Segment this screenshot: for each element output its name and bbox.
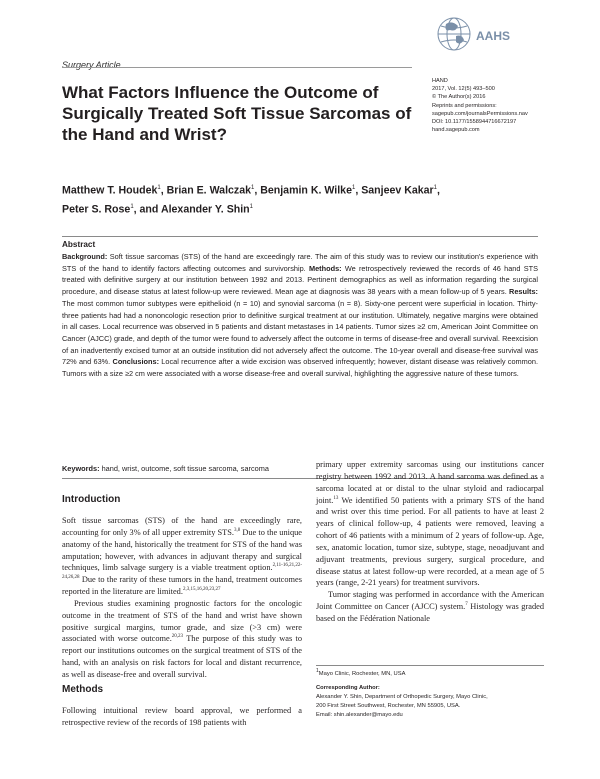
abstract-divider	[62, 236, 538, 237]
author-name: Brian E. Walczak	[166, 184, 251, 197]
right-column-body	[316, 459, 544, 625]
journal-volume: 2017, Vol. 12(5) 493–500	[432, 86, 495, 93]
author-name: Alexander Y. Shin	[160, 203, 250, 216]
author-name: Sanjeev Kakar	[361, 184, 434, 197]
citation[interactable]: 20,23	[171, 634, 184, 640]
abstract-background-text: Soft tissue sarcomas (STS) of the hand are exceedingly rare. The aim of this study was to review our institution's experience with STS of the hand to identify factors affecting outcomes and survivorship.	[62, 252, 538, 273]
footnote-divider	[316, 665, 544, 666]
affiliation-marker: 1	[351, 185, 356, 191]
paragraph: primary upper extremity sarcomas using our institutions cancer registry between 1992 and 2013. A hand sarcoma was defined as a sarcoma located at or distal to the ulnar styloid and radiocarpal joint.$^{13}$ We identified 50 patients with a primary STS of the hand and wrist over this time period. For all patients to have at least 2 years of clinical follow-up, 4 patients were removed, leaving a cohort of 46 patients with a minimum of 2 years of follow-up. Age, sex, anatomic location, tumor size, subtype, stage, neoadjuvant and adjuvant treatments, previous surgery, surgical procedure, and disease status at latest follow-up were recorded, at a mean age of 5 years (range, 2-21 years) for treatment survivors.	[316, 460, 544, 588]
author-name: Matthew T. Houdek	[62, 184, 158, 197]
abstract-conclusions-label: Conclusions:	[112, 357, 160, 367]
abstract-conclusions-text: Local recurrence after a wide excision was observed infrequently; however, distant disease was relatively common. Tumors with a size ≥2 cm were associated with a worse disease-free and overall survival, highlighting the aggressive nature of these tumors.	[62, 357, 538, 379]
author-name: Peter S. Rose	[62, 203, 131, 216]
citation[interactable]: 13	[333, 495, 339, 501]
journal-name: HAND	[432, 78, 448, 84]
paragraph: Tumor staging was performed in accordance with the American Joint Committee on Cancer (AJCC) system.$^7$ Histology was graded based on the Fédération Nationale	[316, 590, 544, 623]
journal-permissions-link[interactable]: sagepub.com/journalsPermissions.nav	[432, 110, 528, 117]
keywords-label: Keywords:	[62, 464, 100, 473]
author-name: Benjamin K. Wilke	[260, 184, 352, 197]
corresponding-author-label: Corresponding Author:	[316, 685, 380, 691]
introduction-heading: Introduction	[62, 494, 121, 505]
article-type: Surgery Article	[62, 60, 121, 70]
journal-reprints: Reprints and permissions:	[432, 102, 497, 109]
journal-meta	[432, 77, 562, 134]
abstract-heading: Abstract	[62, 240, 96, 249]
introduction-body	[62, 515, 302, 681]
affiliation: $^1$Mayo Clinic, Rochester, MN, USA	[316, 668, 406, 677]
header-divider	[62, 67, 412, 68]
affiliation-marker: 1	[249, 203, 253, 210]
journal-copyright: © The Author(s) 2016	[432, 94, 486, 101]
affiliation-marker: 1	[130, 203, 134, 210]
abstract-results-text: The most common tumor subtypes were epithelioid (n = 10) and synovial sarcoma (n = 8). Sixty-one percent were superficial in location. Thirty-three patients had had a nononcologic resection prior to definitive surgical treatment at our institution. Ultimately, negative margins were obtained in all cases. Local recurrence was observed in 5 patients and distant metastases in 14 patients. Tumor sizes ≥2 cm, American Joint Committee on Cancer (AJCC) grade, and depth of the tumor were found to adversely affect the outcome in terms of disease-free and overall survival. Reexcision of an inadvertently excised tumor at an outside institution did not adversely affect the outcome. The 10-year overall and disease-free survival was 72% and 63%.	[62, 298, 538, 367]
logo-text: AAHS	[476, 29, 511, 43]
abstract-methods-text: We retrospectively reviewed the records of 46 hand STS treated with definitive surgery at our institution between 1992 and 2013. Pertinent demographics as well as information regarding the surgical procedure, and disease status at latest follow-up were reviewed. Mean age at diagnosis was 38 years with a mean follow-up of 5 years.	[62, 263, 538, 297]
citation[interactable]: 3,8	[233, 528, 241, 534]
keywords-text: hand, wrist, outcome, soft tissue sarcoma, sarcoma	[99, 464, 269, 473]
affiliation-marker: 1	[157, 185, 161, 191]
paragraph: Soft tissue sarcomas (STS) of the hand are exceedingly rare, accounting for only 3% of all upper extremity STS.$^{3,8}$ Due to the unique anatomy of the hand, historically the treatment for STS of the hand was amputation; however, with advances in adjuvant therapy and surgical techniques, limb salvage surgery is a viable treatment option.$^{2,11-16,21,22-24,26,28}$ Due to the rarity of these tumors in the hand, treatment outcomes reported in the literature are limited.$^{2,3,15,16,20,23,27}$	[62, 516, 303, 597]
article-title: What Factors Influence the Outcome of Surgically Treated Soft Tissue Sarcomas of the Hand and Wrist?	[62, 83, 412, 144]
abstract-results-label: Results:	[509, 287, 539, 297]
author-list: Matthew T. Houdek$^1$, Brian E. Walczak$^1$, Benjamin K. Wilke$^1$, Sanjeev Kakar$^1$, Peter S. Rose$^1$, and Alexander Y. Shin$^1$	[62, 184, 440, 216]
citation[interactable]: 7	[465, 602, 468, 608]
corresponding-author-line: Alexander Y. Shin, Department of Orthopedic Surgery, Mayo Clinic,	[316, 694, 488, 700]
affiliation-marker: 1	[250, 185, 255, 191]
journal-site-link[interactable]: hand.sagepub.com	[432, 127, 480, 134]
abstract-methods-label: Methods:	[308, 263, 342, 273]
methods-heading: Methods	[62, 684, 104, 695]
paragraph: Following intuitional review board approval, we performed a retrospective review of the records of 198 patients with	[62, 706, 302, 727]
corresponding-author-address: 200 First Street Southwest, Rochester, MN 55905, USA.	[316, 703, 461, 709]
abstract-body	[62, 251, 538, 380]
methods-body	[62, 705, 302, 729]
abstract-background-label: Background:	[62, 252, 108, 261]
citation[interactable]: 2,3,15,16,20,23,27	[182, 587, 221, 593]
journal-logo	[432, 14, 532, 58]
corresponding-author-email[interactable]: Email: shin.alexander@mayo.edu	[316, 712, 403, 718]
footnote	[316, 670, 544, 720]
citation[interactable]: 2,11-16,21,22-24,26,28	[62, 563, 302, 581]
paragraph: Previous studies examining prognostic factors for the oncologic outcome in the treatment of STS of the hand and wrist have shown positive surgical margins, tumor grade, and size (>3 cm) were associated with worse outcome.$^{20,23}$ The purpose of this study was to report our institutions outcomes on the surgical treatment of STS of the hand, with an analysis on risk factors for local and distant recurrence, as well as disease-free and overall survival.	[62, 598, 302, 679]
affiliation-marker: 1	[433, 185, 437, 191]
journal-doi[interactable]: DOI: 10.1177/1558944716672197	[432, 119, 517, 126]
